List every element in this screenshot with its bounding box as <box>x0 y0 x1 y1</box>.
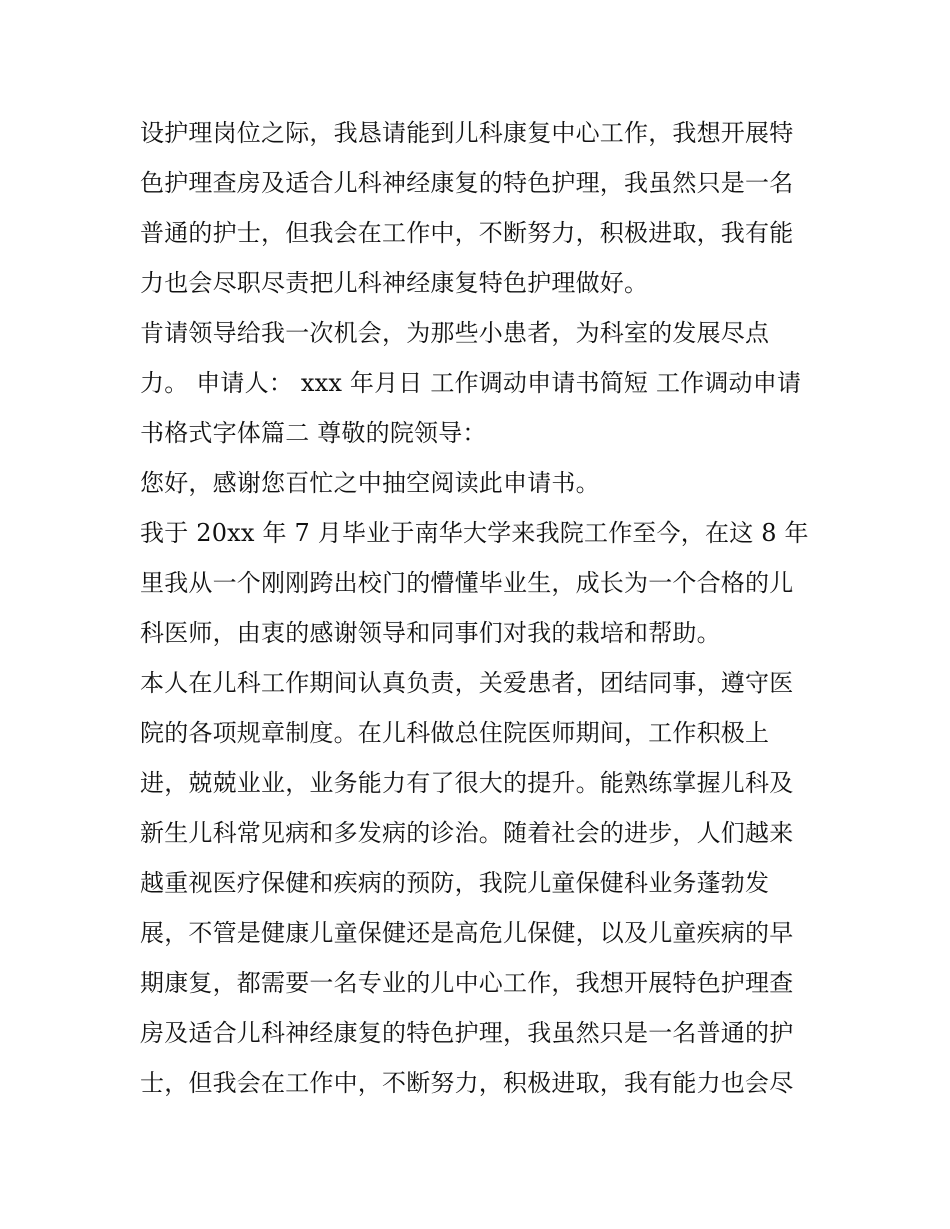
text-line: 色护理查房及适合儿科神经康复的特色护理，我虽然只是一名 <box>140 169 794 197</box>
text-line: 院的各项规章制度。在儿科做总住院医师期间，工作积极上 <box>140 719 770 747</box>
text-line: 期康复，都需要一名专业的儿中心工作，我想开展特色护理查 <box>140 969 794 997</box>
text-line: 普通的护士，但我会在工作中，不断努力，积极进取，我有能 <box>140 219 794 247</box>
document-body <box>140 108 820 1108</box>
text-line: 肯请领导给我一次机会，为那些小患者，为科室的发展尽点 <box>140 319 770 347</box>
text-line: 书格式字体篇二 尊敬的院领导： <box>140 419 487 447</box>
text-line: 新生儿科常见病和多发病的诊治。随着社会的进步，人们越来 <box>140 819 794 847</box>
text-line: 我于 20xx 年 7 月毕业于南华大学来我院工作至今，在这 8 年 <box>140 519 809 547</box>
text-line: 里我从一个刚刚跨出校门的懵懂毕业生，成长为一个合格的儿 <box>140 569 794 597</box>
text-line: 力也会尽职尽责把儿科神经康复特色护理做好。 <box>140 269 649 297</box>
text-line: 本人在儿科工作期间认真负责，关爱患者，团结同事，遵守医 <box>140 669 794 697</box>
text-line: 力。 申请人： xxx 年月日 工作调动申请书简短 工作调动申请 <box>140 369 802 397</box>
text-line: 展，不管是健康儿童保健还是高危儿保健，以及儿童疾病的早 <box>140 919 794 947</box>
text-line: 科医师，由衷的感谢领导和同事们对我的栽培和帮助。 <box>140 619 721 647</box>
text-line: 越重视医疗保健和疾病的预防，我院儿童保健科业务蓬勃发 <box>140 869 770 897</box>
text-line: 进，兢兢业业，业务能力有了很大的提升。能熟练掌握儿科及 <box>140 769 794 797</box>
text-line: 设护理岗位之际，我恳请能到儿科康复中心工作，我想开展特 <box>140 119 794 147</box>
text-line: 士，但我会在工作中，不断努力，积极进取，我有能力也会尽 <box>140 1069 794 1097</box>
text-line: 您好，感谢您百忙之中抽空阅读此申请书。 <box>140 469 600 497</box>
text-line: 房及适合儿科神经康复的特色护理，我虽然只是一名普通的护 <box>140 1019 794 1047</box>
